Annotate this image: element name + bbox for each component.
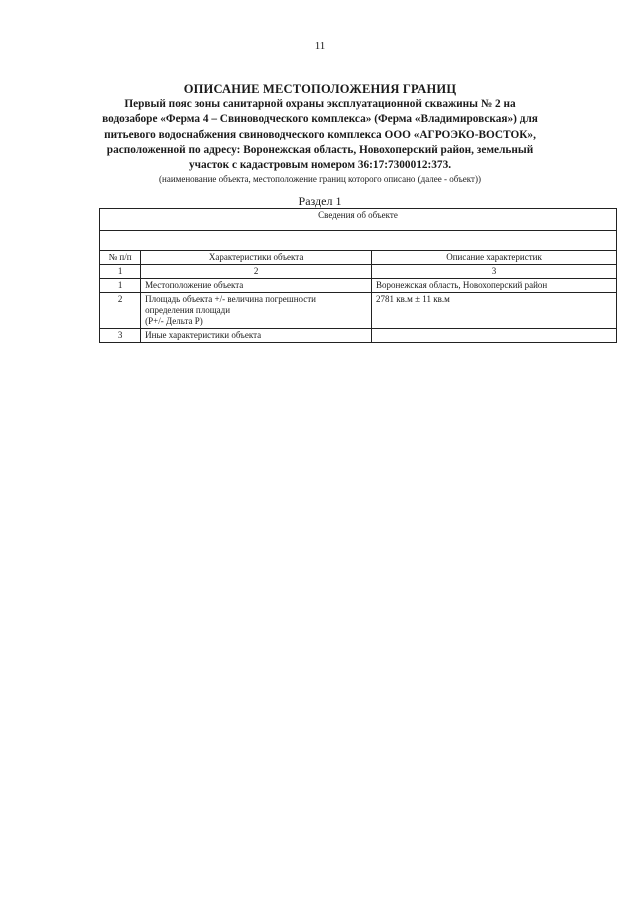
object-info-table [99,208,617,343]
row-characteristic-line-2: определения площади [145,305,231,315]
table-row [100,279,617,293]
table-row [100,329,617,343]
table-spacer-row [100,231,617,251]
row-description: Воронежская область, Новохоперский район [372,279,617,293]
row-characteristic: Иные характеристики объекта [141,329,372,343]
document-subtitle-line-1: Первый пояс зоны санитарной охраны эксплуатационной скважины № 2 на [124,98,516,111]
column-number-1: 1 [100,265,141,279]
column-number-3: 3 [372,265,617,279]
table-heading: Сведения об объекте [100,209,617,231]
document-subtitle-line-2: водозаборе «Ферма 4 – Свиноводческого комплекса» (Ферма «Владимировская») для [102,113,538,126]
column-header-characteristic: Характеристики объекта [141,251,372,265]
document-header [95,82,545,185]
table-row [100,293,617,329]
document-subtitle-line-5: участок с кадастровым номером 36:17:7300012:373. [188,159,452,172]
document-subtitle-line-3: питьевого водоснабжения свиноводческого комплекса ООО «АГРОЭКО-ВОСТОК», [104,128,536,141]
table-column-numbers-row [100,265,617,279]
table-heading-row [100,209,617,231]
table-spacer-cell [100,231,617,251]
column-header-num: № п/п [100,251,141,265]
table-header-row [100,251,617,265]
row-description [372,329,617,343]
document-caption: (наименование объекта, местоположение границ которого описано (далее - объект)) [159,174,481,185]
row-number: 1 [100,279,141,293]
column-number-2: 2 [141,265,372,279]
page-number: 11 [314,40,326,52]
row-characteristic-line-1: Площадь объекта +/- величина погрешности [145,294,316,304]
document-title: ОПИСАНИЕ МЕСТОПОЛОЖЕНИЯ ГРАНИЦ [183,82,457,96]
row-description: 2781 кв.м ± 11 кв.м [372,293,617,329]
row-characteristic: Местоположение объекта [141,279,372,293]
section-label: Раздел 1 [298,194,342,208]
row-number: 2 [100,293,141,329]
column-header-description: Описание характеристик [372,251,617,265]
row-characteristic-line-3: (Р+/- Дельта Р) [145,316,203,326]
row-number: 3 [100,329,141,343]
row-characteristic [141,293,372,329]
document-subtitle-line-4: расположенной по адресу: Воронежская область, Новохоперский район, земельный [106,143,534,156]
